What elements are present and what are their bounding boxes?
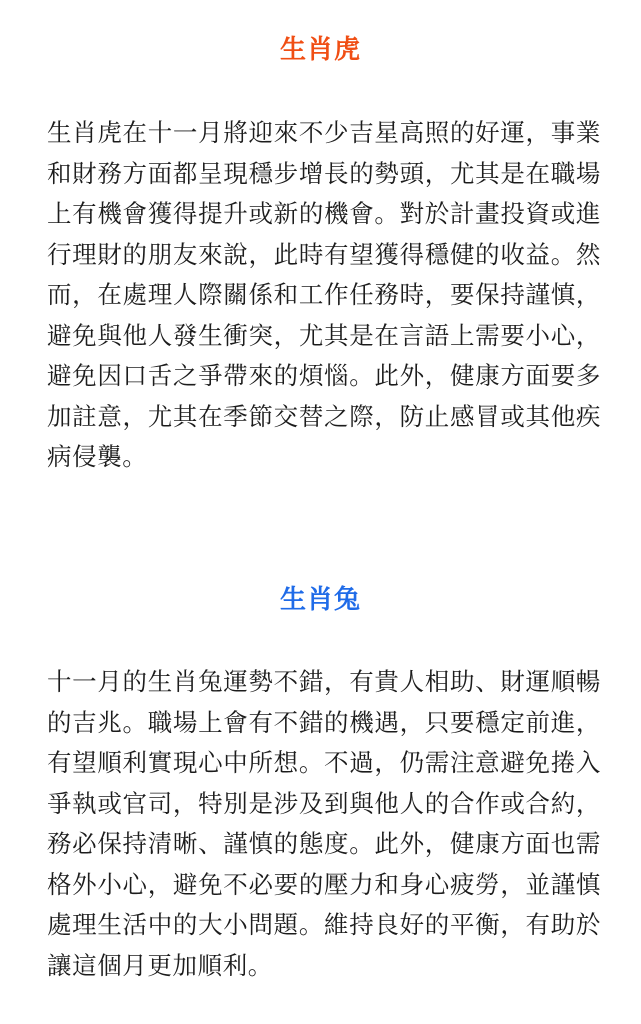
- section-rabbit: [0, 562, 641, 986]
- section-title-tiger: 生肖虎: [279, 35, 361, 65]
- section-tiger: [0, 0, 641, 478]
- section-title-rabbit: 生肖兔: [279, 585, 361, 615]
- section-paragraph-tiger: 生肖虎在十一月將迎來不少吉星高照的好運，事業和財務方面都呈現穩步增長的勢頭，尤其是在職場上有機會獲得提升或新的機會。對於計畫投資或進行理財的朋友來說，此時有望獲得穩健的收益。然而，在處理人際關係和工作任務時，要保持謹慎，避免與他人發生衝突，尤其是在言語上需要小心，避免因口舌之爭帶來的煩惱。此外，健康方面要多加註意，尤其在季節交替之際，防止感冒或其他疾病侵襲。: [47, 118, 601, 471]
- section-paragraph-rabbit: 十一月的生肖兔運勢不錯，有貴人相助、財運順暢的吉兆。職場上會有不錯的機遇，只要穩定前進，有望順利實現心中所想。不過，仍需注意避免捲入爭執或官司，特別是涉及到與他人的合作或合約，務必保持清晰、謹慎的態度。此外，健康方面也需格外小心，避免不必要的壓力和身心疲勞，並謹慎處理生活中的大小問題。維持良好的平衡，有助於讓這個月更加順利。: [47, 667, 601, 980]
